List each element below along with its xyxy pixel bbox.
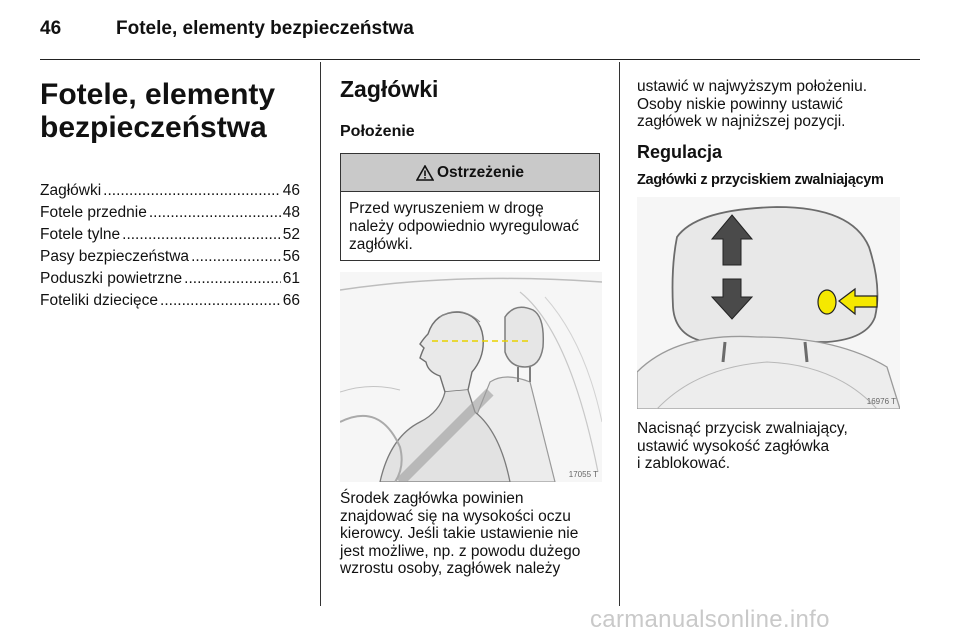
page-number: 46 [40, 18, 62, 39]
toc-page: 46 [282, 182, 300, 199]
paragraph-line: kierowcy. Jeśli takie ustawienie nie [340, 525, 579, 542]
table-of-contents [40, 180, 300, 312]
paragraph-line: znajdować się na wysokości oczu [340, 507, 571, 525]
toc-label: Pasy bezpieczeństwa [40, 248, 190, 265]
instruction-line: i zablokować. [637, 455, 731, 472]
figure-code: 17055 T [568, 470, 598, 479]
toc-label: Poduszki powietrzne [40, 270, 183, 287]
figure-driver-headrest [340, 272, 602, 482]
section-heading-headrests: Zagłówki [340, 76, 439, 102]
instruction-paragraph [637, 420, 917, 473]
figure-code: 16976 T [866, 397, 896, 406]
paragraph-line: jest możliwe, np. z powodu dużego [340, 542, 581, 560]
toc-page: 56 [282, 248, 300, 265]
warning-line: należy odpowiednio wyregulować [349, 218, 580, 235]
warning-line: Przed wyruszeniem w drogę [349, 200, 544, 217]
position-paragraph [340, 490, 610, 578]
paragraph-line: Środek zagłówka powinien [340, 490, 524, 507]
column-divider-left [320, 62, 321, 606]
toc-page: 66 [282, 292, 300, 309]
continued-paragraph [637, 78, 917, 131]
driver-headrest-illustration [340, 272, 602, 482]
warning-line: zagłówki. [349, 236, 413, 253]
toc-entry-front-seats[interactable] [40, 202, 300, 224]
toc-leader [122, 224, 281, 246]
subheading-position: Położenie [340, 123, 415, 140]
toc-leader [160, 290, 281, 312]
toc-entry-headrests[interactable] [40, 180, 300, 202]
column-divider-right [619, 62, 620, 606]
heading-adjustment: Regulacja [637, 142, 723, 162]
chapter-title-line-1: Fotele, elementy [40, 78, 276, 111]
toc-page: 52 [282, 226, 300, 243]
toc-label: Foteliki dziecięce [40, 292, 159, 309]
toc-page: 48 [282, 204, 300, 221]
running-header-title: Fotele, elementy bezpieczeństwa [116, 18, 414, 39]
paragraph-line: ustawić w najwyższym położeniu. [637, 78, 868, 95]
chapter-title [40, 78, 320, 144]
warning-title: Ostrzeżenie [436, 163, 524, 181]
warning-triangle-icon [416, 165, 434, 181]
warning-box [340, 153, 600, 261]
watermark-text: carmanualsonline.info [590, 606, 830, 633]
toc-leader [103, 180, 281, 202]
toc-entry-seat-belts[interactable] [40, 246, 300, 268]
toc-entry-airbags[interactable] [40, 268, 300, 290]
toc-leader [184, 268, 281, 290]
toc-label: Zagłówki [40, 182, 102, 199]
toc-page: 61 [282, 270, 300, 287]
subheading-release-button-headrests: Zagłówki z przyciskiem zwalniającym [637, 172, 884, 188]
warning-header [341, 154, 599, 192]
figure-headrest-adjustment [637, 197, 900, 409]
toc-entry-child-seats[interactable] [40, 290, 300, 312]
toc-label: Fotele tylne [40, 226, 121, 243]
instruction-line: ustawić wysokość zagłówka [637, 437, 830, 455]
paragraph-line: zagłówek w najniższej pozycji. [637, 113, 846, 130]
toc-label: Fotele przednie [40, 204, 147, 221]
paragraph-line: Osoby niskie powinny ustawić [637, 95, 843, 113]
toc-entry-rear-seats[interactable] [40, 224, 300, 246]
toc-leader [191, 246, 281, 268]
instruction-line: Nacisnąć przycisk zwalniający, [637, 420, 848, 437]
warning-text [341, 192, 599, 262]
chapter-title-line-2: bezpieczeństwa [40, 111, 267, 144]
paragraph-line: wzrostu osoby, zagłówek należy [340, 560, 561, 577]
toc-leader [149, 202, 281, 224]
header-rule [40, 59, 920, 60]
headrest-adjustment-illustration [637, 197, 900, 409]
